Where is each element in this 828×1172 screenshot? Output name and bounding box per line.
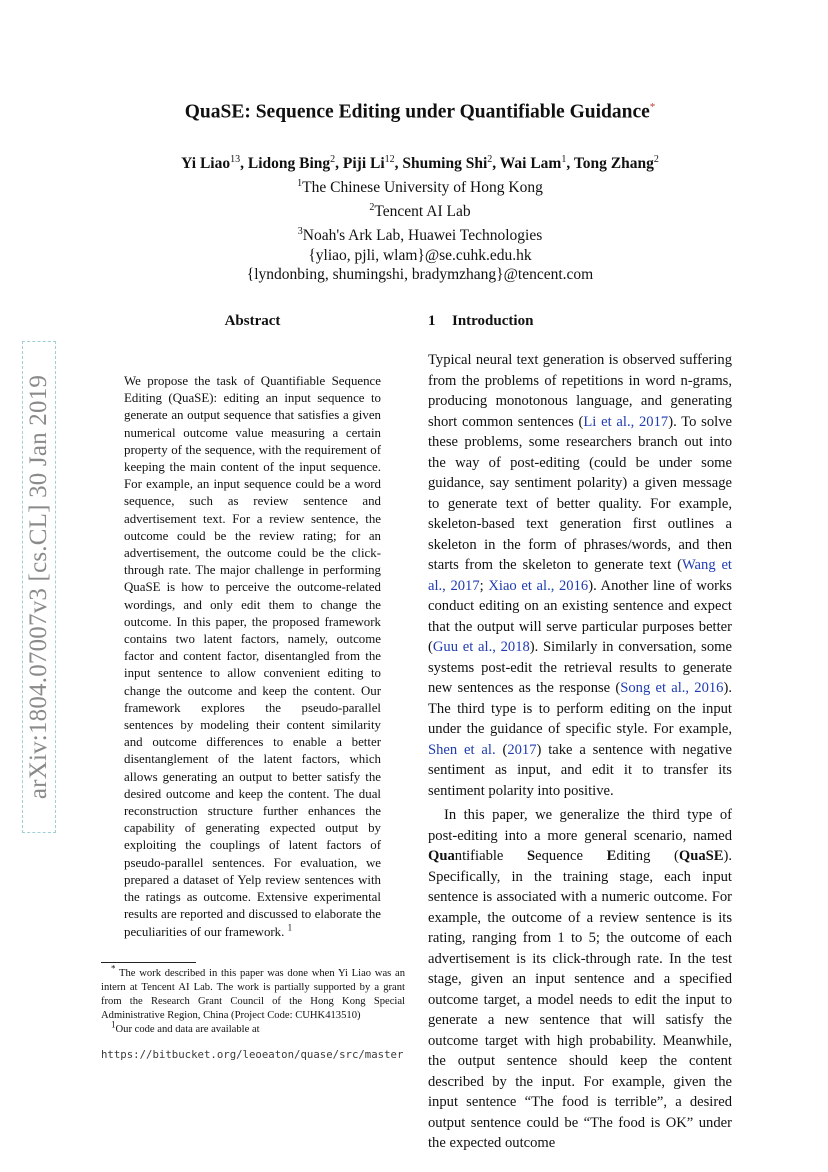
bold-term: E [606, 848, 617, 864]
author-list: Yi Liao$^{13}$, Lidong Bing$^2$, Piji Li$^{12}$, Shuming Shi$^2$, Wai Lam$^1$, Tong Zhang$^2$ [181, 153, 659, 172]
text-run: ntifiable [454, 848, 528, 864]
affiliation-mark: 1 [297, 177, 303, 189]
paper-title [90, 94, 750, 126]
author [248, 155, 335, 172]
citation-link[interactable]: Wang et al., 2017 [428, 557, 732, 594]
author-name: Tong Zhang [573, 154, 654, 172]
author [181, 155, 240, 172]
introduction-heading [428, 311, 732, 331]
author-name: Wai Lam [499, 154, 562, 172]
text-run: ). To solve these problems, some researchers branch out into the way of post-editing (could be under some guidance, say sentiment polarity) a given message to generate text of better quality. For example, skeleton-based text generation first outlines a skeleton in the form of phrases/words, and then starts from the skeleton to generate text ( [428, 413, 732, 573]
text-run: ; [479, 577, 489, 594]
email-line: {lyndonbing, shumingshi, bradymzhang}@tencent.com [246, 266, 594, 284]
text-run: Typical neural text generation is observed suffering from the problems of repetitions in word n-grams, producing monotonous language, and generating short common sentences ( [428, 352, 732, 430]
footnote-star-mark: * [111, 963, 116, 974]
affiliation [90, 174, 750, 198]
footnote-1-text: Our code and data are available at [115, 1023, 260, 1035]
author-name: Lidong Bing [247, 154, 331, 172]
email-list [90, 246, 750, 286]
footnote-1-mark: 1 [111, 1019, 116, 1030]
email-line: {yliao, pjli, wlam}@se.cuhk.edu.hk [308, 246, 532, 264]
bold-term: Qua [428, 848, 455, 864]
section-number: 1 [428, 313, 436, 329]
author [343, 155, 395, 172]
citation-link[interactable]: Li et al., 2017 [583, 413, 669, 430]
affiliation-list [90, 174, 750, 246]
affiliation-name: The Chinese University of Hong Kong [302, 178, 543, 196]
affiliation [90, 222, 750, 246]
author-affiliation-mark: 2 [653, 153, 659, 165]
author-affiliation-mark: 13 [230, 153, 241, 165]
citation-link[interactable]: Song et al., 2016 [620, 680, 724, 696]
author-affiliation-mark: 1 [561, 153, 567, 165]
bold-term: S [527, 848, 536, 864]
text-run: ). Similarly in conversation, some systems post-edit the retrieval results to generate new sentences as the response ( [428, 639, 732, 696]
affiliation-name: Tencent AI Lab [374, 202, 471, 220]
arxiv-stamp [22, 341, 56, 833]
footnote-star [101, 963, 405, 1023]
author-name: Piji Li [342, 154, 385, 172]
author-affiliation-mark: 12 [384, 153, 395, 165]
author-affiliation-mark: 2 [487, 153, 493, 165]
footnote-1 [101, 1019, 405, 1037]
title-footnote-mark[interactable]: * [649, 101, 656, 113]
author-affiliation-mark: 2 [330, 153, 336, 165]
citation-link[interactable]: Shen et al. [428, 741, 496, 758]
citation-link[interactable]: Guu et al., 2018 [432, 639, 530, 655]
citation-link[interactable]: Xiao et al., 2016 [488, 577, 589, 594]
abstract-heading: Abstract [224, 313, 281, 329]
text-run: ). Specifically, in the training stage, each input sentence is associated with a numeric outcome. For example, the outcome of a review sentence is its rating, ranging from 1 to 5; the outcome of each advertisement is its click-through rate. In the test stage, given an input sentence and a specified outcome target, a model needs to edit the input to generate a new sentence that will satisfy the outcome target with high probability. Meanwhile, the output sentence should keep the content described by the input. For example, given the input sentence “The food is terrible”, a desired output sentence could be “The food is OK” under the expected outcome [428, 848, 732, 1151]
affiliation [90, 198, 750, 222]
affiliation-name: Noah's Ark Lab, Huawei Technologies [302, 226, 543, 244]
affiliation-mark: 3 [297, 225, 303, 237]
arxiv-stamp-text: arXiv:1804.07007v3 [cs.CL] 30 Jan 2019 [25, 374, 52, 800]
text-run: ). Another line of works conduct editing on an existing sentence and expect that the output will serve particular purposes better ( [428, 577, 732, 655]
footnotes [101, 963, 405, 1037]
abstract-body: We propose the task of Quantifiable Sequence Editing (QuaSE): editing an input sequence to generate an output sequence that satisfies a given numerical outcome value measuring a certain property of the sequence, with the requirement of keeping the main content of the input sequence. For example, an input sequence could be a word sequence, such as review sentence and advertisement text. For a review sentence, the outcome could be the review rating; for an advertisement, the outcome could be the click-through rate. The major challenge in performing QuaSE is how to perceive the outcome-related wordings, and only edit them to change the outcome. In this paper, the proposed framework contains two latent factors, namely, outcome factor and content factor, disentangled from the input sentence to allow convenient editing to change the outcome and keep the content. Our framework explores the pseudo-parallel sentences by modeling their content similarity and outcome differences to enable a better disentanglement of the latent factors, which allows generating an output to better satisfy the desired outcome and keep the content. The dual reconstruction structure further enhances the capability of generating expected output by exploiting the couplings of latent factors of pseudo-parallel sentences. For evaluation, we prepared a dataset of Yelp review sentences with the ratings as outcome. Extensive experimental results are reported and discussed to elaborate the peculiarities of our framework. [124, 374, 381, 939]
introduction-column [428, 311, 732, 1154]
code-repository-link[interactable]: https://bitbucket.org/leoeaton/quase/src/master [101, 1048, 404, 1061]
bold-term: QuaSE [678, 848, 724, 864]
text-run: equence [535, 848, 607, 864]
introduction-paragraph-1 [428, 350, 732, 801]
introduction-paragraph-2 [428, 805, 732, 1154]
abstract-text [124, 373, 381, 941]
abstract-column [124, 311, 381, 941]
text-run: ). The third type is to perform editing on the input under the guidance of specific style. For example, [428, 680, 732, 737]
author [402, 155, 492, 172]
author-name: Yi Liao [181, 154, 231, 172]
author-name: Shuming Shi [402, 154, 488, 172]
paper-title-text: QuaSE: Sequence Editing under Quantifiable Guidance [184, 101, 650, 123]
text-run: In this paper, we generalize the third type of post-editing into a more general scenario, named [428, 807, 732, 844]
author [500, 155, 567, 172]
author [574, 155, 659, 172]
footnote-star-text: The work described in this paper was done when Yi Liao was an intern at Tencent AI Lab. The work is partially supported by a grant from the Research Grant Council of the Hong Kong Special Administrative Region, China (Project Code: CUHK413510) [101, 968, 405, 1021]
section-title: Introduction [452, 313, 534, 329]
affiliation-mark: 2 [369, 201, 375, 213]
text-run: ( [495, 741, 508, 758]
abstract-footnote-mark[interactable]: 1 [287, 922, 293, 933]
text-run: diting ( [616, 848, 679, 864]
paper-header [90, 94, 750, 285]
citation-link[interactable]: 2017 [507, 741, 537, 758]
text-run: ) take a sentence with negative sentiment as input, and edit it to transfer its sentiment polarity into positive. [428, 741, 732, 799]
